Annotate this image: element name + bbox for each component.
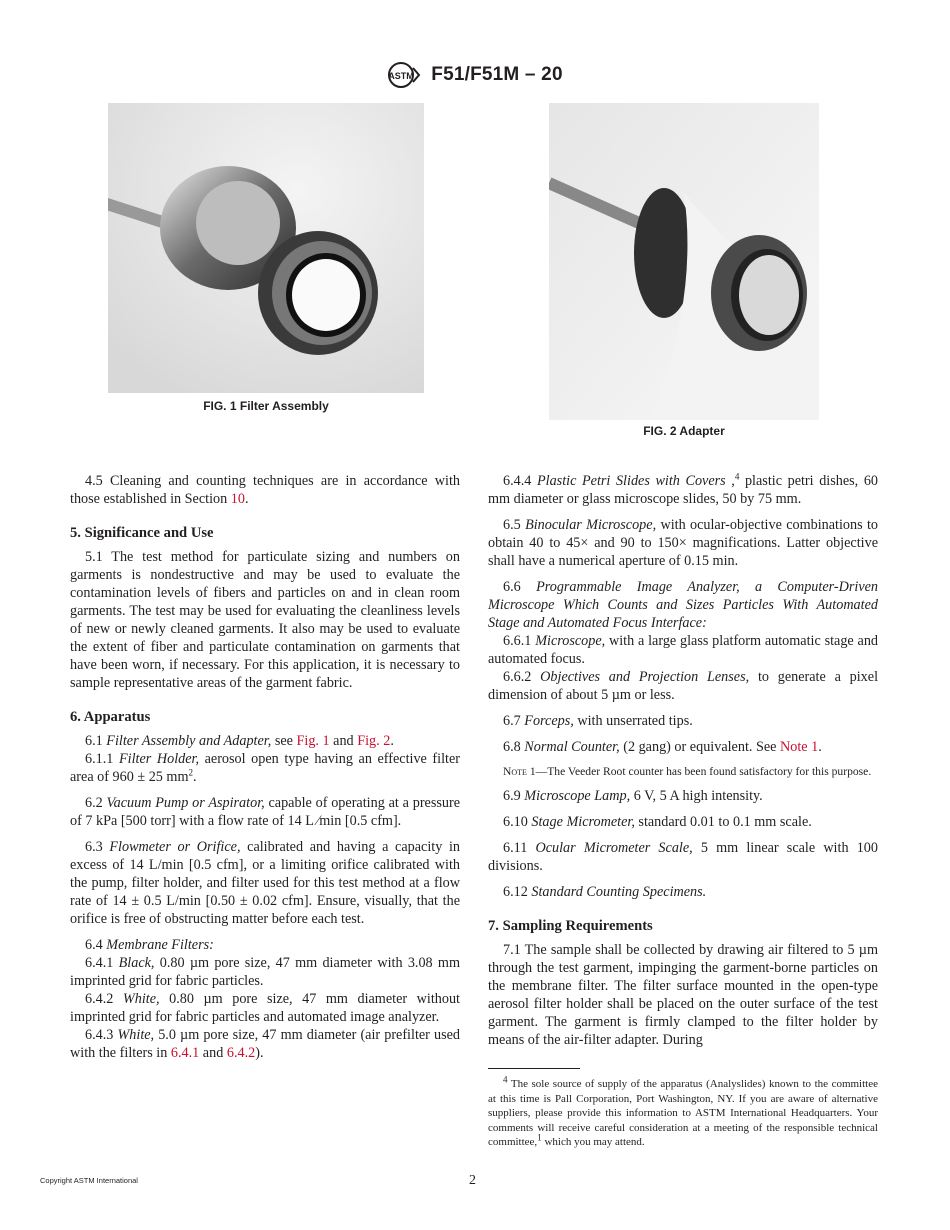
figure-2-image bbox=[549, 103, 819, 420]
footnote-divider bbox=[488, 1068, 580, 1069]
copyright-notice: Copyright ASTM International bbox=[40, 1176, 138, 1185]
paragraph-6-4-1: 6.4.1 Black, 0.80 µm pore size, 47 mm diameter with 3.08 mm imprinted grid for fabric particles. bbox=[70, 955, 460, 989]
paragraph-6-8: 6.8 Normal Counter, (2 gang) or equivalent. See Note 1. bbox=[503, 739, 822, 755]
paragraph-6-6-1: 6.6.1 Microscope, with a large glass platform automatic stage and automated focus. bbox=[488, 633, 879, 667]
fig-1-link[interactable]: Fig. 1 bbox=[296, 733, 330, 749]
paragraph-6-2: 6.2 Vacuum Pump or Aspirator, capable of operating at a pressure of 7 kPa [500 torr] with a flow rate of 14 L ⁄min [0.5 cfm]. bbox=[70, 795, 461, 829]
section-7-heading: 7. Sampling Requirements bbox=[488, 918, 653, 934]
figure-1-caption: FIG. 1 Filter Assembly bbox=[203, 399, 329, 413]
paragraph-6-1-1: 6.1.1 Filter Holder, aerosol open type having an effective filter area of 960 ± 25 $mm^2$. bbox=[70, 751, 460, 785]
note-1-link[interactable]: Note 1 bbox=[780, 739, 819, 755]
section-6-heading: 6. Apparatus bbox=[70, 709, 151, 725]
paragraph-6-7: 6.7 Forceps, with unserrated tips. bbox=[503, 713, 693, 729]
paragraph-6-4-3: 6.4.3 White, 5.0 µm pore size, 47 mm diameter (air prefilter used with the filters in 6.4.1 and 6.4.2). bbox=[70, 1027, 461, 1061]
figure-1-image bbox=[108, 103, 424, 393]
ref-6-4-2-link[interactable]: 6.4.2 bbox=[226, 1045, 256, 1061]
paragraph-5-1: 5.1 The test method for particulate sizing and numbers on garments is nondestructive and may be used to evaluate the contamination levels of fibers and particles on and in clean room garments. The test may be used for evaluating the cleanliness levels of new or newly cleaned garments. It also may be used to evaluate the extent of fiber and particulate contamination on garments that have been worn, if necessary. For this application, it is necessary to sample representative areas of the garment fabric. bbox=[70, 549, 460, 691]
paragraph-6-6-2: 6.6.2 Objectives and Projection Lenses, to generate a pixel dimension of about 5 µm or less. bbox=[488, 669, 879, 703]
paragraph-6-5: 6.5 Binocular Microscope, with ocular-objective combinations to obtain 40 to 45× and 90 to 150× magnifications. Latter objective shall have a numerical aperture of 0.15 min. bbox=[488, 517, 878, 569]
footnote-4: $^4$ The sole source of supply of the apparatus (Analyslides) known to the committee at this time is Pall Corporation, Port Washington, NY. If you are aware of alternative suppliers, please provide this information to ASTM International Headquarters. Your comments will receive careful consideration at a meeting of the responsible technical committee,$^1$ which you may attend. bbox=[488, 1074, 878, 1148]
footnote-4-ref[interactable]: 4 bbox=[734, 471, 740, 482]
paragraph-6-6: 6.6 Programmable Image Analyzer, a Computer-Driven Microscope Which Counts and Sizes Particles With Automated Stage and Automated Focus Interface: bbox=[488, 579, 879, 631]
ref-6-4-1-link[interactable]: 6.4.1 bbox=[170, 1045, 200, 1061]
left-column bbox=[70, 472, 460, 1062]
paragraph-6-10: 6.10 Stage Micrometer, standard 0.01 to 0.1 mm scale. bbox=[503, 814, 812, 830]
paragraph-4-5: 4.5 Cleaning and counting techniques are in accordance with those established in Section 10. bbox=[70, 473, 460, 507]
paragraph-6-11: 6.11 Ocular Micrometer Scale, 5 mm linear scale with 100 divisions. bbox=[488, 840, 878, 874]
paragraph-6-1: 6.1 Filter Assembly and Adapter, see Fig. 1 and Fig. 2. bbox=[85, 733, 394, 749]
fig-2-link[interactable]: Fig. 2 bbox=[357, 733, 391, 749]
paragraph-6-4-4: 6.4.4 Plastic Petri Slides with Covers ,$^4$ plastic petri dishes, 60 mm diameter or glass microscope slides, 50 by 75 mm. bbox=[488, 471, 879, 507]
astm-logo-icon bbox=[387, 60, 421, 90]
paragraph-7-1: 7.1 The sample shall be collected by drawing air filtered to 5 µm through the test garment, impinging the garment-borne particles on the membrane filter. The filter surface mounted in the open-type aerosol filter holder shall be placed on the outer surface of the test garment. The garment is firmly clamped to the filter holder by means of the air-filter adapter. During bbox=[488, 942, 878, 1048]
standard-designation: F51/F51M – 20 bbox=[431, 64, 563, 85]
paragraph-6-4-2: 6.4.2 White, 0.80 µm pore size, 47 mm diameter without imprinted grid for fabric particles and automated image analyzer. bbox=[70, 991, 461, 1025]
page-header bbox=[0, 60, 950, 90]
svg-text:ASTM: ASTM bbox=[388, 71, 415, 81]
figure-2-caption: FIG. 2 Adapter bbox=[643, 424, 725, 438]
right-column bbox=[488, 472, 878, 1049]
paragraph-6-12: 6.12 Standard Counting Specimens. bbox=[503, 884, 707, 900]
paragraph-6-4: 6.4 Membrane Filters: bbox=[85, 937, 214, 953]
paragraph-6-9: 6.9 Microscope Lamp, 6 V, 5 A high intensity. bbox=[503, 788, 763, 804]
section-5-heading: 5. Significance and Use bbox=[70, 525, 214, 541]
section-10-link[interactable]: 10 bbox=[230, 491, 245, 507]
page-number: 2 bbox=[469, 1173, 476, 1188]
paragraph-6-3: 6.3 Flowmeter or Orifice, calibrated and having a capacity in excess of 14 L/min [0.5 cfm], or a limiting orifice calibrated with the pump, filter holder, and filter used for this test method at a flow rate of 14 ± 0.5 L/min [0.50 ± 0.02 cfm]. Ensure, visually, that the orifice is free of obstructing matter before each test. bbox=[70, 839, 460, 927]
note-1: Note 1—The Veeder Root counter has been found satisfactory for this purpose. bbox=[503, 765, 872, 778]
